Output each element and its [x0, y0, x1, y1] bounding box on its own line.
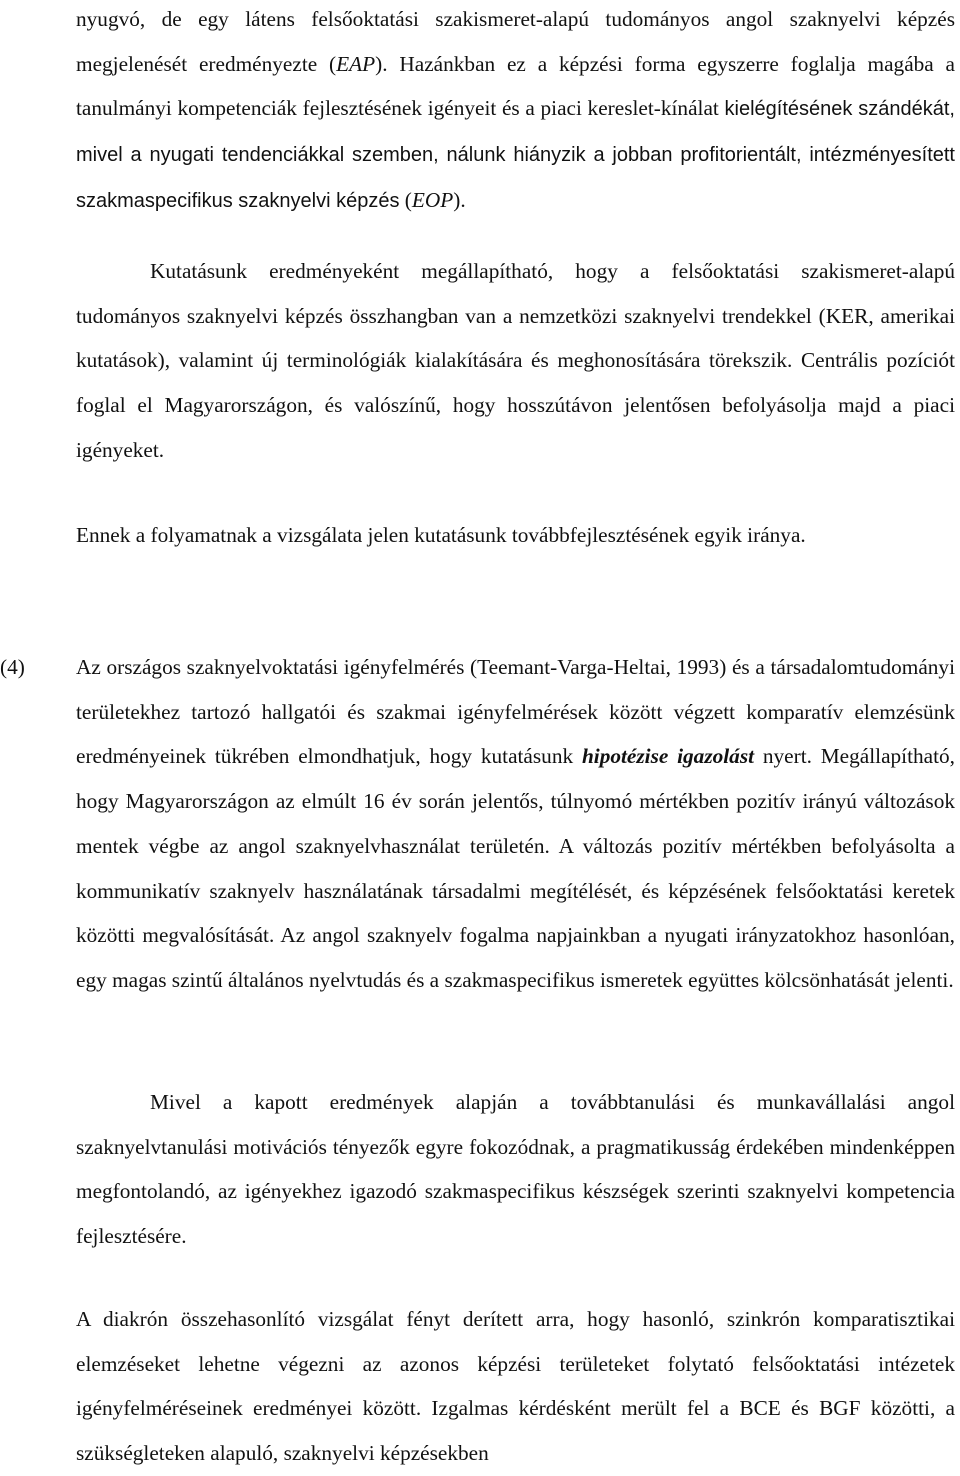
- emphasized-hypothesis: hipotézise igazolást: [581, 744, 755, 769]
- paragraph-diachronic: A diakrón összehasonlító vizsgálat fényt derített arra, hogy hasonló, szinkrón komparatisztikai elemzéseket lehetne végezni az azonos képzési területeket folytató felsőoktatási intézetek igényfelméréseinek eredményei között. Izgalmas kérdésként merült fel a BCE és BGF közötti, a szükségleteken alapuló, szaknyelvi képzésekben: [76, 1307, 955, 1466]
- paragraph-motivation: Mivel a kapott eredmények alapján a továbbtanulási és munkavállalási angol szaknyelvtanulási motivációs tényezők egyre fokozódnak, a pragmatikusság érdekében mindenképpen megfontolandó, az igényekhez igazodó szakmaspecifikus készségek szerinti szaknyelvi kompetencia fejlesztésére.: [76, 1090, 955, 1249]
- paragraph-text: nyert. Megállapítható, hogy Magyarországon az elmúlt 16 év során jelentős, túlnyomó mértékben pozitív irányú változások mentek végbe az angol szaknyelvhasználat területén. A változás pozitív mértékben befolyásolta a kommunikatív szaknyelv használatának társadalmi megítélését, és képzésének felsőoktatási keretek közötti megvalósítását. Az angol szaknyelv fogalma napjainkban a nyugati irányzatokhoz hasonlóan, egy magas szintű általános nyelvtudás és a szakmaspecifikus ismeretek együttes kölcsönhatását jelenti.: [76, 744, 955, 992]
- acronym-eop: EOP: [411, 187, 454, 212]
- paragraph-research-result: Kutatásunk eredményeként megállapítható, hogy a felsőoktatási szakismeret-alapú tudományos szaknyelvi képzés összhangban van a nemzetközi szaknyelvi trendekkel (KER, amerikai kutatások), valamint új terminológiák kialakítására és meghonosítására törekszik. Centrális pozíciót foglal el Magyarországon, és valószínű, hogy hosszútávon jelentősen befolyásolja majd a piaci igényeket.: [76, 259, 955, 462]
- paragraph-hypothesis: [76, 645, 955, 1003]
- section-number: (4): [0, 655, 25, 679]
- paragraph-further-research: Ennek a folyamatnak a vizsgálata jelen kutatásunk továbbfejlesztésének egyik iránya.: [76, 523, 806, 547]
- paragraph-eap-eop: [76, 0, 955, 224]
- paragraph-text-sans: kielégítésének szándékát, mivel a nyugati tendenciákkal szemben, nálunk hiányzik a jobban profitorientált, intézményesített szakmaspecifikus szaknyelvi képzés: [76, 98, 955, 212]
- paragraph-text: ).: [453, 187, 466, 212]
- paragraph-text: nyugvó, de egy látens felsőoktatási szakismeret-alapú tudományos angol szaknyelvi képzés megjelenését eredményezte (: [76, 7, 955, 76]
- paragraph-text: ). Hazánkban ez a képzési forma egyszerre foglalja magába a tanulmányi kompetenciák fejlesztésének igényeit és a piaci kereslet-kínálat: [76, 51, 956, 121]
- paragraph-text: (: [399, 187, 412, 212]
- paragraph-text: Az országos szaknyelvoktatási igényfelmérés (Teemant-Varga-Heltai, 1993) és a társadalomtudományi területekhez tartozó hallgatói és szakmai igényfelmérések között végzett komparatív elemzésünk eredményeinek tükrében elmondhatjuk, hogy kutatásunk: [76, 655, 955, 769]
- acronym-eap: EAP: [336, 51, 376, 76]
